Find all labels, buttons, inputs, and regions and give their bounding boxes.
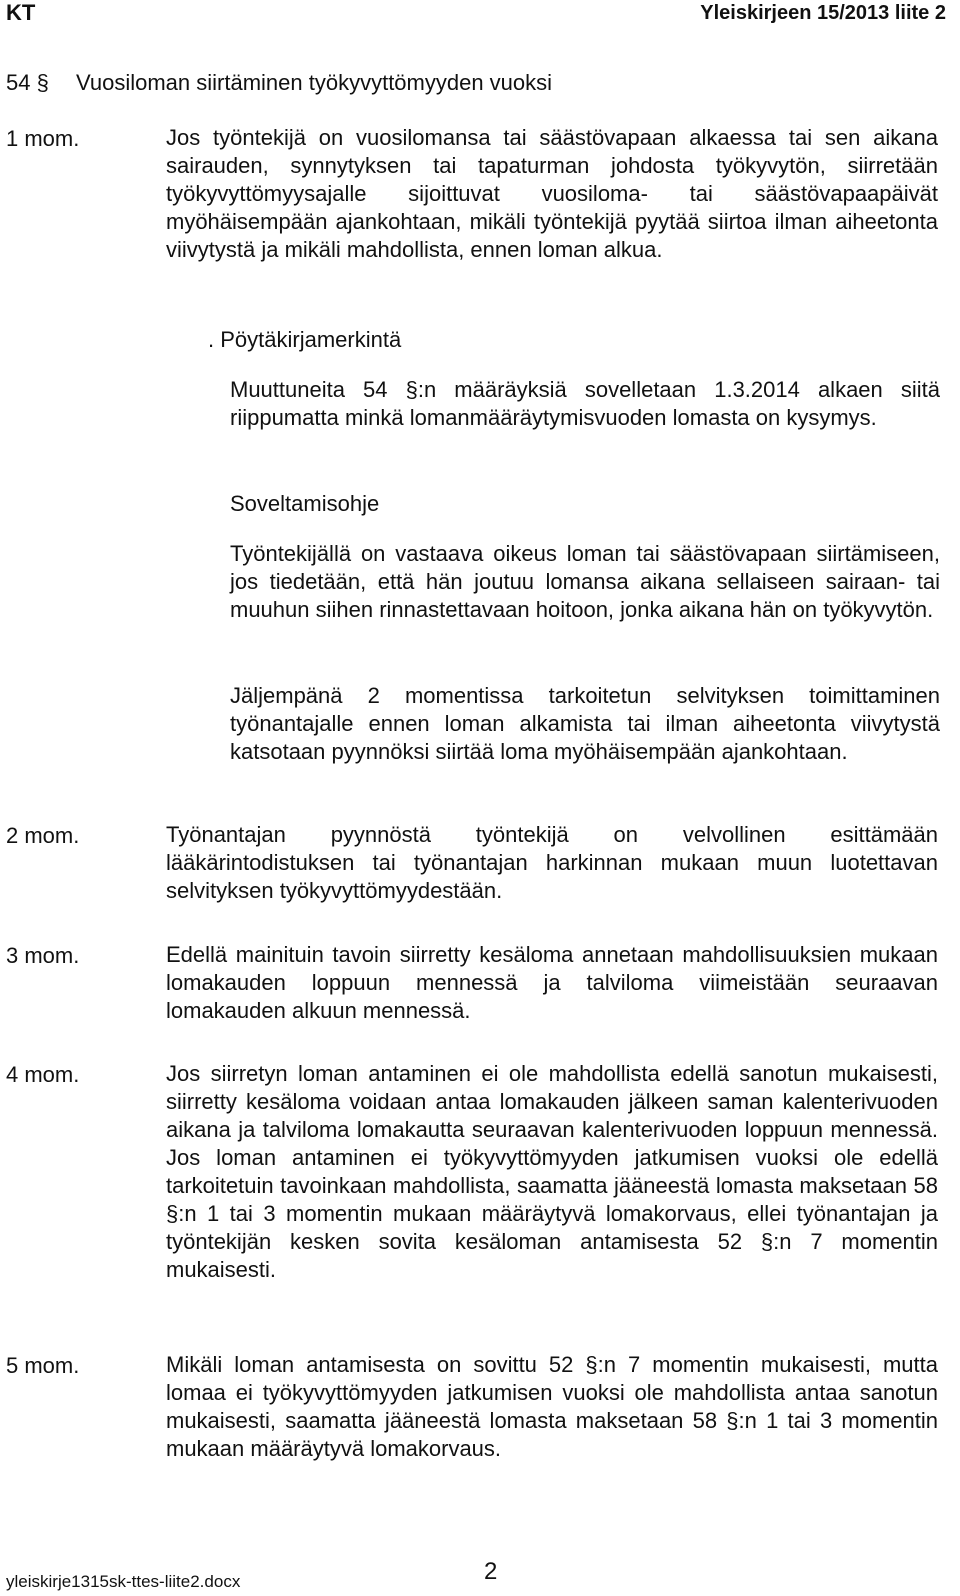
guidance-para-1: Työntekijällä on vastaava oikeus loman tai säästövapaan siirtämiseen, jos tiedetään, että hän joutuu lomansa aikana sellaiseen sairaan- tai muuhun siihen rinnastettavaan hoitoon, jonka aikana hän on työkyvytön.: [230, 541, 940, 622]
guidance-para-2: Jäljempänä 2 momentissa tarkoitetun selvityksen toimittaminen työnantajalle ennen loman alkamista tai ilman aiheetonta viivytystä katsotaan pyynnöksi siirtää loma myöhäisempään ajankohtaan.: [230, 683, 940, 764]
mom5-text: Mikäli loman antamisesta on sovittu 52 §:n 7 momentin mukaisesti, mutta lomaa ei työkyvyttömyyden jatkumisen vuoksi ole mahdollista antaa sanotun mukaisesti, saamatta jääneestä lomasta maksetaan 58 §:n 1 tai 3 momentin mukaan määräytyvä lomakorvaus.: [166, 1352, 938, 1461]
mom2-text: Työnantajan pyynnöstä työntekijä on velvollinen esittämään lääkärintodistuksen tai työnantajan harkinnan mukaan muun luotettavan selvityksen työkyvyttömyydestään.: [166, 822, 938, 903]
mom5-label: 5 mom.: [6, 1353, 80, 1378]
section-number: 54 §: [6, 70, 49, 95]
mom1-label: 1 mom.: [6, 126, 80, 151]
mom3-text: Edellä mainituin tavoin siirretty kesäloma annetaan mahdollisuuksien mukaan lomakauden loppuun mennessä ja talviloma viimeistään seuraavan lomakauden alkuun mennessä.: [166, 942, 938, 1023]
footer-page-number: 2: [484, 1558, 498, 1585]
mom4-text: Jos siirretyn loman antaminen ei ole mahdollista edellä sanotun mukaisesti, siirretty kesäloma voidaan antaa lomakauden jälkeen saman kalenterivuoden aikana ja talviloma lomakautta seuraavan kalenterivuoden loppuun mennessä. Jos loman antaminen ei työkyvyttömyyden jatkumisen vuoksi ole edellä tarkoitetuin tavoinkaan mahdollista, saamatta jääneestä lomasta maksetaan 58 §:n 1 tai 3 momentin mukaan määräytyvä lomakorvaus, ellei työnantajan ja työntekijän kesken sovita kesäloman antamisesta 52 §:n 7 momentin mukaisesti.: [166, 1061, 938, 1282]
header-org: KT: [6, 0, 36, 25]
protocol-heading: . Pöytäkirjamerkintä: [208, 327, 402, 352]
section-title: Vuosiloman siirtäminen työkyvyttömyyden vuoksi: [76, 70, 553, 95]
mom4-label: 4 mom.: [6, 1062, 80, 1087]
mom3-label: 3 mom.: [6, 943, 80, 968]
mom1-text: Jos työntekijä on vuosilomansa tai säästövapaan alkaessa tai sen aikana sairauden, synnytyksen tai tapaturman johdosta työkyvytön, siirretään työkyvyttömyysajalle sijoittuvat vuosiloma- tai säästövapaapäivät myöhäisempään ajankohtaan, mikäli työntekijä pyytää siirtoa ilman aiheetonta viivytystä ja mikäli mahdollista, ennen loman alkua.: [166, 125, 938, 262]
protocol-text: Muuttuneita 54 §:n määräyksiä sovelletaan 1.3.2014 alkaen siitä riippumatta minkä lomanmääräytymisvuoden lomasta on kysymys.: [230, 377, 940, 430]
mom2-label: 2 mom.: [6, 823, 80, 848]
footer-filename: yleiskirje1315sk-ttes-liite2.docx: [6, 1572, 241, 1591]
section-heading: [6, 70, 552, 96]
header-document-ref: Yleiskirjeen 15/2013 liite 2: [700, 2, 946, 24]
guidance-heading: Soveltamisohje: [230, 491, 380, 516]
